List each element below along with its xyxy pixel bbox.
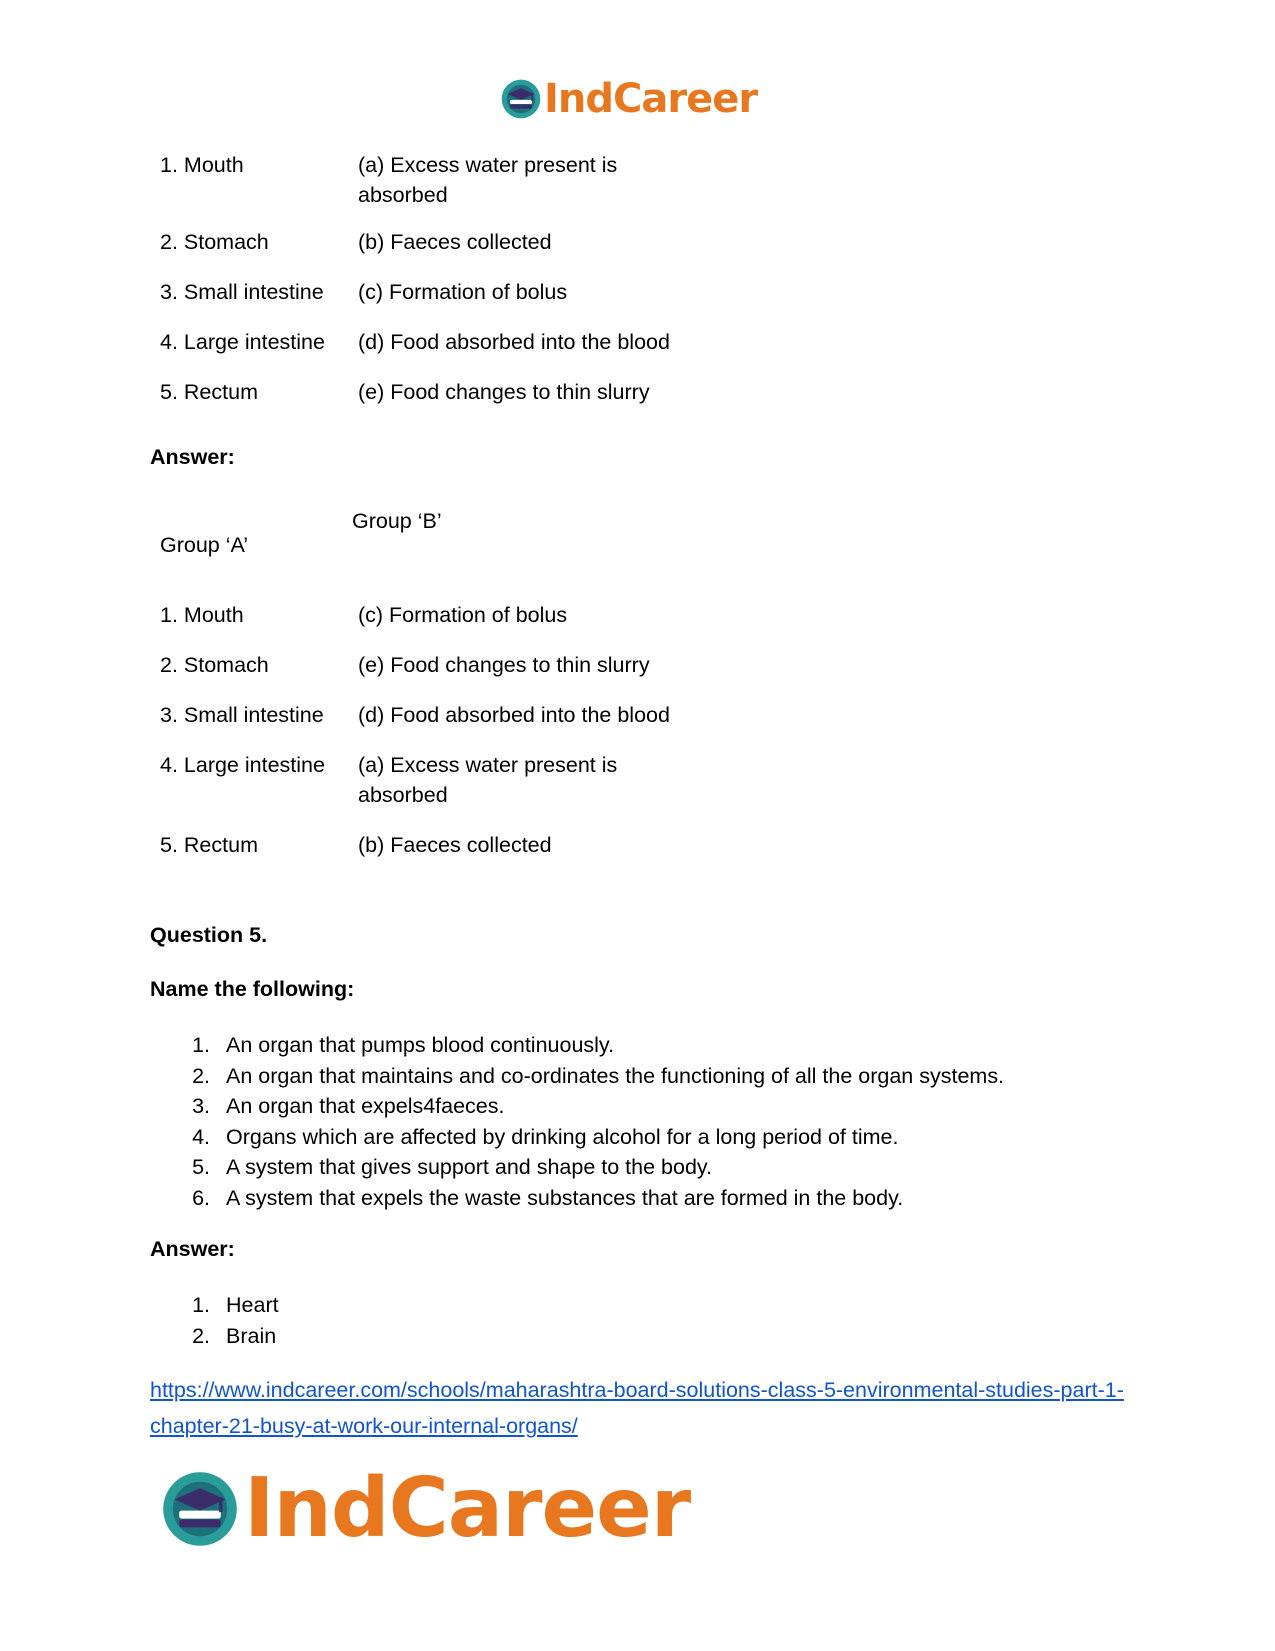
group-a-cell: 5. Rectum (160, 380, 258, 404)
group-b-cell: (d) Food absorbed into the blood (358, 330, 670, 354)
group-b-cell: (d) Food absorbed into the blood (358, 703, 670, 727)
list-item: 2. Brain (192, 1323, 277, 1348)
list-item: 1. Heart (192, 1293, 279, 1317)
group-a-cell: 5. Rectum (160, 833, 258, 857)
group-a-cell: 4. Large intestine (160, 753, 325, 777)
list-item: 6. A system that expels the waste substances that are formed in the body. (192, 1185, 904, 1210)
logo-emblem-icon (500, 78, 542, 120)
group-a-cell: 1. Mouth (160, 153, 244, 177)
group-a-cell: 4. Large intestine (160, 330, 325, 354)
list-item: 4. Organs which are affected by drinking alcohol for a long period of time. (192, 1124, 899, 1149)
question-list (150, 1030, 1004, 1213)
group-b-cell: (a) Excess water present is absorbed (358, 153, 618, 207)
group-b-cell: (e) Food changes to thin slurry (358, 380, 650, 404)
answer-list (150, 1290, 279, 1351)
header-logo (500, 78, 757, 120)
group-a-cell: 2. Stomach (160, 653, 269, 677)
group-a-header: Group ‘A’ (160, 533, 249, 557)
footer-logo (160, 1461, 691, 1556)
group-a-cell: 3. Small intestine (160, 703, 324, 727)
list-item: 2. An organ that maintains and co-ordinates the functioning of all the organ systems. (192, 1063, 1005, 1088)
table-row (150, 830, 708, 860)
list-item: 5. A system that gives support and shape to the body. (192, 1155, 713, 1179)
group-b-header: Group ‘B’ (352, 509, 442, 533)
group-b-cell: (c) Formation of bolus (358, 280, 568, 304)
table-row (150, 600, 708, 650)
table-row (150, 227, 708, 277)
group-b-cell: (a) Excess water present is absorbed (358, 753, 618, 807)
group-b-cell: (c) Formation of bolus (358, 603, 568, 627)
logo-text: IndCareer (244, 1461, 691, 1556)
group-b-cell: (b) Faeces collected (358, 230, 552, 254)
group-b-cell: (e) Food changes to thin slurry (358, 653, 650, 677)
match-answer-table (150, 600, 708, 860)
table-row (150, 650, 708, 700)
table-row (150, 377, 708, 407)
answer-heading: Answer: (150, 445, 235, 469)
question-title: Question 5. (150, 923, 268, 947)
question-prompt: Name the following: (150, 977, 355, 1001)
source-link[interactable]: https://www.indcareer.com/schools/maharashtra-board-solutions-class-5-environmental-studies-part-1-chapter-21-busy-at-work-our-internal-organs/ (150, 1378, 1124, 1438)
table-row (150, 327, 708, 377)
group-b-cell: (b) Faeces collected (358, 833, 552, 857)
logo-emblem-icon (160, 1469, 240, 1549)
list-item: 3. An organ that expels4faeces. (192, 1094, 505, 1118)
table-row (150, 150, 708, 227)
group-a-cell: 3. Small intestine (160, 280, 324, 304)
logo-text: IndCareer (544, 76, 758, 122)
answer-heading: Answer: (150, 1237, 235, 1261)
match-question-table (150, 150, 708, 407)
group-a-cell: 2. Stomach (160, 230, 269, 254)
table-row (150, 700, 708, 750)
group-a-cell: 1. Mouth (160, 603, 244, 627)
list-item: 1. An organ that pumps blood continuously. (192, 1033, 615, 1057)
table-row (150, 277, 708, 327)
table-row (150, 750, 708, 830)
